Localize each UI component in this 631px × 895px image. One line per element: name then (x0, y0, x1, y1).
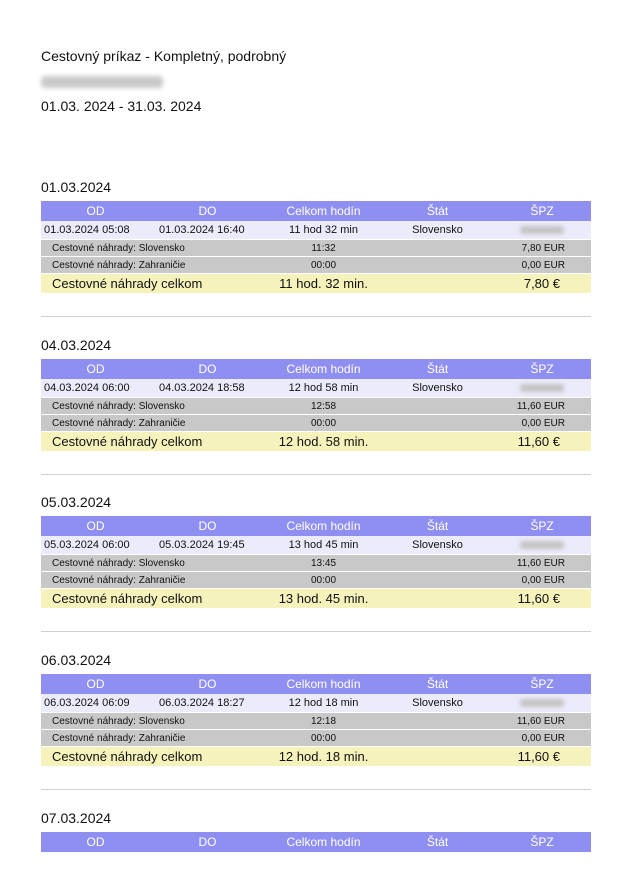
day-date: 06.03.2024 (41, 652, 112, 668)
section-divider (41, 631, 591, 632)
trip-row (41, 379, 591, 398)
col-hours: Celkom hodín (265, 832, 382, 852)
table-header-row (41, 359, 591, 379)
total-hours: 12 hod. 18 min. (265, 747, 382, 767)
section-divider (41, 316, 591, 317)
allowance-amount: 7,80 EUR (493, 240, 591, 257)
allowance-label: Cestovné náhrady: Zahraničie (41, 415, 265, 432)
total-row (41, 589, 591, 609)
col-spz: ŠPZ (493, 201, 591, 221)
allowance-label: Cestovné náhrady: Zahraničie (41, 257, 265, 274)
allowance-row (41, 555, 591, 572)
allowance-time: 12:18 (265, 713, 382, 730)
day-table (41, 674, 591, 766)
col-state: Štát (382, 359, 493, 379)
day-date: 01.03.2024 (41, 179, 112, 195)
report-period: 01.03. 2024 - 31.03. 2024 (41, 98, 202, 114)
trip-hours: 13 hod 45 min (265, 536, 382, 555)
trip-spz-redacted (493, 536, 591, 555)
col-state: Štát (382, 201, 493, 221)
total-amount: 7,80 € (493, 274, 591, 294)
trip-row (41, 694, 591, 713)
allowance-time: 00:00 (265, 415, 382, 432)
total-label: Cestovné náhrady celkom (41, 747, 265, 767)
total-label: Cestovné náhrady celkom (41, 589, 265, 609)
trip-hours: 11 hod 32 min (265, 221, 382, 240)
allowance-time: 00:00 (265, 572, 382, 589)
allowance-time: 12:58 (265, 398, 382, 415)
col-do: DO (150, 201, 265, 221)
day-table (41, 201, 591, 293)
col-hours: Celkom hodín (265, 516, 382, 536)
col-spz: ŠPZ (493, 674, 591, 694)
col-spz: ŠPZ (493, 359, 591, 379)
day-date: 04.03.2024 (41, 337, 112, 353)
allowance-label: Cestovné náhrady: Slovensko (41, 240, 265, 257)
allowance-label: Cestovné náhrady: Slovensko (41, 555, 265, 572)
total-hours: 12 hod. 58 min. (265, 432, 382, 452)
col-spz: ŠPZ (493, 832, 591, 852)
day-section (41, 176, 591, 293)
trip-state: Slovensko (382, 221, 493, 240)
table-header-row (41, 201, 591, 221)
day-section (41, 649, 591, 766)
total-label: Cestovné náhrady celkom (41, 274, 265, 294)
allowance-row (41, 572, 591, 589)
col-state: Štát (382, 832, 493, 852)
trip-from: 05.03.2024 06:00 (41, 536, 150, 555)
col-od: OD (41, 674, 150, 694)
day-table (41, 832, 591, 852)
allowance-amount: 0,00 EUR (493, 730, 591, 747)
col-spz: ŠPZ (493, 516, 591, 536)
total-amount: 11,60 € (493, 747, 591, 767)
trip-spz-redacted (493, 379, 591, 398)
allowance-label: Cestovné náhrady: Zahraničie (41, 572, 265, 589)
trip-state: Slovensko (382, 536, 493, 555)
total-label: Cestovné náhrady celkom (41, 432, 265, 452)
trip-to: 06.03.2024 18:27 (150, 694, 265, 713)
allowance-amount: 0,00 EUR (493, 572, 591, 589)
col-od: OD (41, 516, 150, 536)
section-divider (41, 789, 591, 790)
day-section (41, 491, 591, 608)
total-amount: 11,60 € (493, 589, 591, 609)
trip-state: Slovensko (382, 694, 493, 713)
col-hours: Celkom hodín (265, 359, 382, 379)
trip-to: 04.03.2024 18:58 (150, 379, 265, 398)
col-hours: Celkom hodín (265, 674, 382, 694)
total-row (41, 274, 591, 294)
allowance-row (41, 415, 591, 432)
trip-row (41, 536, 591, 555)
trip-state: Slovensko (382, 379, 493, 398)
col-do: DO (150, 674, 265, 694)
col-do: DO (150, 359, 265, 379)
allowance-label: Cestovné náhrady: Slovensko (41, 713, 265, 730)
allowance-time: 13:45 (265, 555, 382, 572)
allowance-amount: 0,00 EUR (493, 415, 591, 432)
allowance-time: 00:00 (265, 257, 382, 274)
col-state: Štát (382, 674, 493, 694)
report-header (41, 44, 591, 119)
col-hours: Celkom hodín (265, 201, 382, 221)
allowance-amount: 11,60 EUR (493, 398, 591, 415)
total-hours: 13 hod. 45 min. (265, 589, 382, 609)
trip-from: 01.03.2024 05:08 (41, 221, 150, 240)
table-header-row (41, 674, 591, 694)
trip-hours: 12 hod 18 min (265, 694, 382, 713)
day-table (41, 516, 591, 608)
allowance-label: Cestovné náhrady: Slovensko (41, 398, 265, 415)
trip-hours: 12 hod 58 min (265, 379, 382, 398)
allowance-amount: 0,00 EUR (493, 257, 591, 274)
total-hours: 11 hod. 32 min. (265, 274, 382, 294)
trip-spz-redacted (493, 221, 591, 240)
day-section (41, 807, 591, 852)
trip-row (41, 221, 591, 240)
col-od: OD (41, 359, 150, 379)
allowance-time: 00:00 (265, 730, 382, 747)
trip-from: 04.03.2024 06:00 (41, 379, 150, 398)
col-state: Štát (382, 516, 493, 536)
day-date: 05.03.2024 (41, 494, 112, 510)
col-od: OD (41, 201, 150, 221)
section-divider (41, 474, 591, 475)
allowance-amount: 11,60 EUR (493, 713, 591, 730)
table-header-row (41, 516, 591, 536)
day-table (41, 359, 591, 451)
trip-spz-redacted (493, 694, 591, 713)
total-row (41, 747, 591, 767)
allowance-row (41, 257, 591, 274)
day-section (41, 334, 591, 451)
report-title: Cestovný príkaz - Kompletný, podrobný (41, 48, 287, 64)
allowance-row (41, 240, 591, 257)
trip-to: 01.03.2024 16:40 (150, 221, 265, 240)
table-header-row (41, 832, 591, 852)
trip-to: 05.03.2024 19:45 (150, 536, 265, 555)
col-od: OD (41, 832, 150, 852)
total-row (41, 432, 591, 452)
col-do: DO (150, 832, 265, 852)
trip-from: 06.03.2024 06:09 (41, 694, 150, 713)
allowance-label: Cestovné náhrady: Zahraničie (41, 730, 265, 747)
allowance-time: 11:32 (265, 240, 382, 257)
allowance-row (41, 713, 591, 730)
total-amount: 11,60 € (493, 432, 591, 452)
col-do: DO (150, 516, 265, 536)
day-date: 07.03.2024 (41, 810, 112, 826)
allowance-row (41, 730, 591, 747)
employee-name-redacted (41, 69, 591, 94)
allowance-row (41, 398, 591, 415)
allowance-amount: 11,60 EUR (493, 555, 591, 572)
